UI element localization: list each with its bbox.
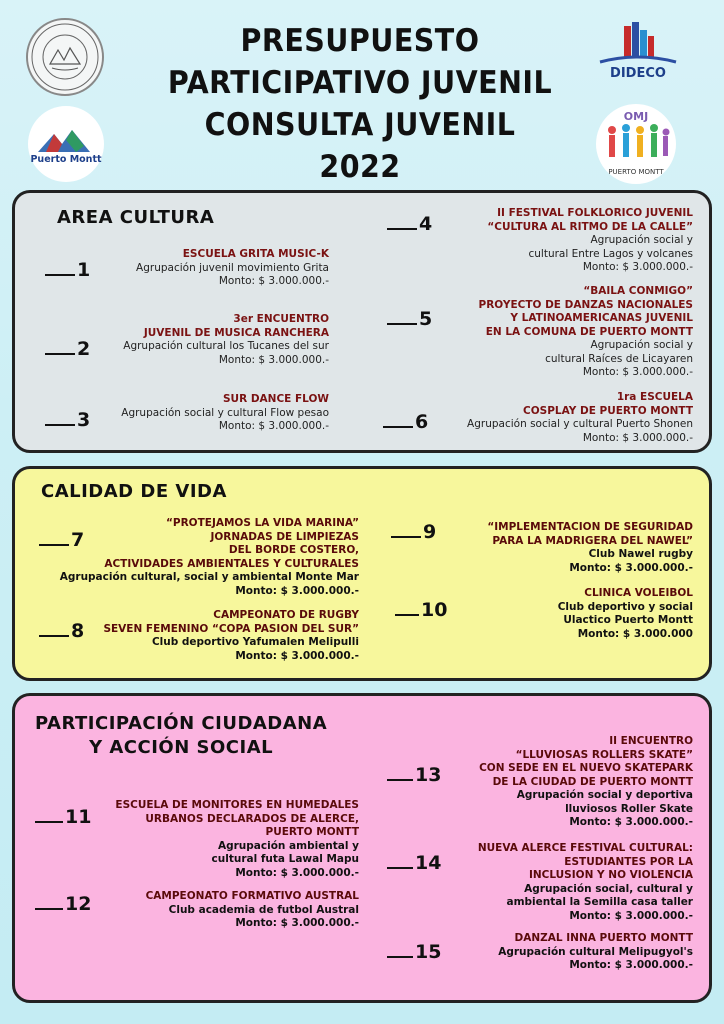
entry-number: 6	[383, 411, 428, 433]
municipal-seal-logo	[26, 18, 104, 96]
entry-15	[498, 932, 693, 973]
entry-desc: Club Nawel rugby	[588, 548, 693, 560]
entry-desc: Agrupación cultural Melipugyol's	[498, 945, 693, 958]
section-participacion-ciudadana	[12, 693, 712, 1003]
entry-5	[479, 285, 693, 380]
seal-icon	[28, 20, 102, 94]
entry-desc: Agrupación social y cultural Entre Lagos y volcanes	[528, 234, 693, 260]
entry-title: SUR DANCE FLOW	[223, 393, 329, 405]
entry-title: ESCUELA GRITA MUSIC-K	[182, 248, 329, 260]
entry-monto: Monto: $ 3.000.000.-	[582, 431, 693, 444]
section-calidad-de-vida	[12, 466, 712, 681]
entry-monto: Monto: $ 3.000.000.-	[569, 816, 693, 828]
title-line-2: PARTICIPATIVO JUVENIL	[167, 65, 553, 101]
entry-number: 2	[45, 338, 90, 360]
entry-number: 13	[387, 764, 441, 786]
section-title: AREA CULTURA	[57, 207, 215, 228]
entry-4	[487, 207, 693, 275]
entry-monto: Monto: $ 3.000.000.-	[569, 959, 693, 971]
entry-title: CLINICA VOLEIBOL	[584, 587, 693, 599]
entry-number: 4	[387, 213, 432, 235]
omj-logo	[596, 104, 676, 184]
entry-monto: Monto: $ 3.000.000.-	[218, 420, 329, 432]
entry-monto: Monto: $ 3.000.000	[577, 627, 693, 640]
entry-desc: Agrupación ambiental y cultural futa Lawal Mapu	[211, 839, 359, 865]
title-line-3: CONSULTA JUVENIL 2022	[204, 107, 516, 185]
section-title: CALIDAD DE VIDA	[41, 481, 227, 502]
entry-desc: Agrupación social y deportiva lluviosos Roller Skate	[516, 789, 693, 815]
entry-9	[487, 521, 693, 575]
entry-monto: Monto: $ 3.000.000.-	[235, 649, 359, 662]
entry-7	[60, 517, 359, 598]
entry-desc: Agrupación social y cultural Puerto Shonen	[467, 418, 693, 430]
entry-number: 12	[35, 893, 91, 915]
entry-number: 8	[39, 620, 84, 642]
puerto-montt-logo	[28, 106, 104, 182]
dideco-logo	[594, 22, 682, 92]
entry-6	[467, 391, 693, 445]
entry-desc: Agrupación social y cultural Flow pesao	[121, 406, 329, 419]
entry-title: “BAILA CONMIGO” PROYECTO DE DANZAS NACIONALES Y LATINOAMERICANAS JUVENIL EN LA COMUNA DE PUERTO MONTT	[478, 285, 693, 338]
entry-number: 11	[35, 806, 91, 828]
entry-number: 14	[387, 852, 441, 874]
entry-number: 1	[45, 259, 90, 281]
entry-title: DANZAL INNA PUERTO MONTT	[514, 932, 693, 944]
entry-title: 1ra ESCUELA COSPLAY DE PUERTO MONTT	[523, 391, 693, 417]
entry-title: II ENCUENTRO “LLUVIOSAS ROLLERS SKATE” CON SEDE EN EL NUEVO SKATEPARK DE LA CIUDAD DE PUERTO MONTT	[479, 735, 693, 788]
entry-number: 3	[45, 409, 90, 431]
seal-text	[28, 20, 29, 21]
entry-desc: Agrupación social y cultural Raíces de Licayaren	[545, 339, 693, 365]
entry-title: CAMPEONATO FORMATIVO AUSTRAL	[145, 890, 359, 902]
title-line-1: PRESUPUESTO	[240, 23, 480, 59]
entry-monto: Monto: $ 3.000.000.-	[582, 261, 693, 273]
entry-monto: Monto: $ 3.000.000.-	[218, 353, 329, 366]
people-icon	[596, 122, 676, 166]
entry-monto: Monto: $ 3.000.000.-	[569, 561, 693, 574]
entry-desc: Agrupación juvenil movimiento Grita	[136, 261, 329, 274]
entry-number: 5	[387, 308, 432, 330]
entry-monto: Monto: $ 3.000.000.-	[235, 917, 359, 929]
entry-11	[115, 799, 359, 880]
entry-14	[478, 842, 693, 923]
entry-monto: Monto: $ 3.000.000.-	[218, 275, 329, 287]
entry-title: NUEVA ALERCE FESTIVAL CULTURAL: ESTUDIANTES POR LA INCLUSION Y NO VIOLENCIA	[477, 842, 693, 881]
entry-title: 3er ENCUENTRO JUVENIL DE MUSICA RANCHERA	[143, 313, 329, 339]
entry-1	[136, 248, 329, 289]
entry-8	[103, 609, 359, 663]
entry-title: “PROTEJAMOS LA VIDA MARINA” JORNADAS DE LIMPIEZAS DEL BORDE COSTERO, ACTIVIDADES AMBIENTALES Y CULTURALES	[104, 517, 359, 570]
entry-title: II FESTIVAL FOLKLORICO JUVENIL “CULTURA AL RITMO DE LA CALLE”	[487, 207, 693, 233]
section-area-cultura	[12, 190, 712, 453]
entry-title: ESCUELA DE MONITORES EN HUMEDALES URBANOS DECLARADOS DE ALERCE, PUERTO MONTT	[115, 799, 359, 838]
omj-label: OMJ	[623, 110, 649, 123]
entry-desc: Club academia de futbol Austral	[168, 903, 359, 916]
entry-desc: Agrupación social, cultural y ambiental la Semilla casa taller	[506, 882, 693, 908]
entry-10	[558, 587, 693, 641]
entry-monto: Monto: $ 3.000.000.-	[235, 584, 359, 597]
entry-desc: Club deportivo y social Ulactico Puerto Montt	[557, 600, 693, 626]
entry-number: 7	[39, 529, 84, 551]
entry-monto: Monto: $ 3.000.000.-	[569, 909, 693, 922]
page-title	[167, 20, 553, 188]
entry-2	[123, 313, 329, 367]
entry-monto: Monto: $ 3.000.000.-	[582, 366, 693, 378]
entry-desc: Agrupación cultural, social y ambiental Monte Mar	[59, 571, 359, 583]
entry-title: “IMPLEMENTACION DE SEGURIDAD PARA LA MADRIGERA DEL NAWEL”	[487, 521, 693, 547]
entry-monto: Monto: $ 3.000.000.-	[235, 866, 359, 879]
entry-number: 10	[395, 599, 447, 621]
entry-title: CAMPEONATO DE RUGBY SEVEN FEMENINO “COPA PASION DEL SUR”	[103, 609, 359, 635]
entry-desc: Club deportivo Yafumalen Melipulli	[151, 636, 359, 648]
puerto-montt-logo-text: Puerto Montt	[30, 154, 102, 165]
section-title: PARTICIPACIÓN CIUDADANA Y ACCIÓN SOCIAL	[35, 713, 328, 758]
entry-number: 15	[387, 941, 441, 963]
entry-13	[479, 735, 693, 830]
entry-3	[121, 393, 329, 434]
entry-number: 9	[391, 521, 436, 543]
omj-sub-label: PUERTO MONTT	[608, 168, 664, 176]
entry-desc: Agrupación cultural los Tucanes del sur	[123, 340, 329, 352]
entry-12	[146, 890, 359, 931]
dideco-label: DIDECO	[610, 66, 666, 81]
dideco-icon	[594, 22, 682, 68]
